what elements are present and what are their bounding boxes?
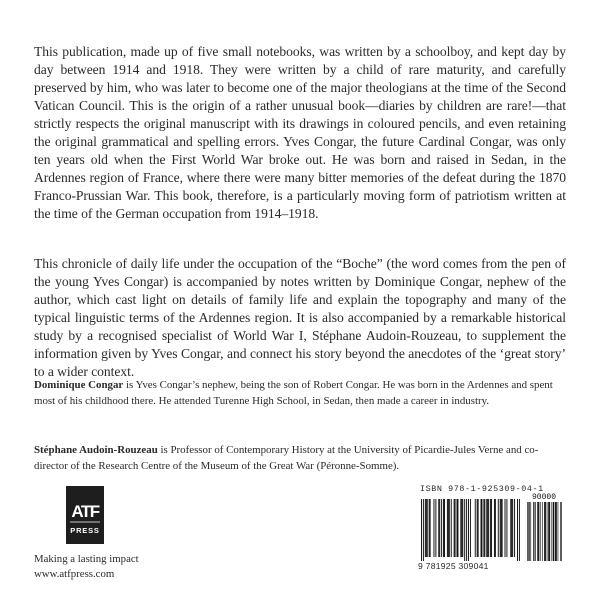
publisher-tagline-block [34,552,174,582]
atf-press-logo [66,486,104,544]
description-paragraph-2: This chronicle of daily life under the occupation of the “Boche” (the word comes from the pen of the young Yves Congar) is accompanied by notes written by Dominique Congar, nephew of the author, which cast light on details of family life and explain the topography and many of the typical linguistic terms of the Ardennes region. It is also accompanied by a remarkable historical study by a recognised specialist of World War I, Stéphane Audoin-Rouzeau, to supplement the information given by Yves Congar, and connect his story beyond the anecdotes of the ‘great story’ to a wider context. [34,256,566,379]
bio-text: is Yves Congar’s nephew, being the son of Robert Congar. He was born in the Ardennes and spent most of his childhood there. He attended Turenne High School, in Sedan, then made a career in industry. [34,379,553,407]
publisher-tagline: Making a lasting impact [34,553,139,565]
isbn-label: ISBN 978-1-925309-04-1 [420,484,544,494]
logo-letters: ATF [71,502,99,521]
author-bio-dominique-congar [34,377,566,409]
isbn-barcode [419,491,563,561]
price-code: 90000 [531,493,557,502]
publisher-website[interactable]: www.atfpress.com [34,568,115,580]
bio-name: Dominique Congar [34,379,124,391]
author-bio-stephane-audoin-rouzeau [34,442,566,474]
description-paragraph-1: This publication, made up of five small notebooks, was written by a schoolboy, and kept day by day between 1914 and 1918. They were written by a child of rare maturity, and carefully preserved by him, who was later to become one of the major theologians at the time of the Second Vatican Council. This is the origin of a rather unusual book—diaries by children are rare!—that strictly respects the original manuscript with its drawings in coloured pencils, and even retaining the original grammatical and spelling errors. Yves Congar, the future Cardinal Congar, was only ten years old when the First World War broke out. He was born and raised in Sedan, in the Ardennes region of France, where there were many bitter memories of the defeat during the 1870 Franco-Prussian War. This book, therefore, is a particularly moving form of patriotism written at the time of the German occupation from 1914–1918. [34,44,566,221]
logo-press-label: PRESS [70,526,100,535]
barcode-digits: 9 781925 309041 [418,561,489,571]
bio-text: is Professor of Contemporary History at the University of Picardie-Jules Verne and co-director of the Research Centre of the Museum of the Great War (Péronne-Somme). [34,444,539,472]
bio-name: Stéphane Audoin-Rouzeau [34,444,158,456]
